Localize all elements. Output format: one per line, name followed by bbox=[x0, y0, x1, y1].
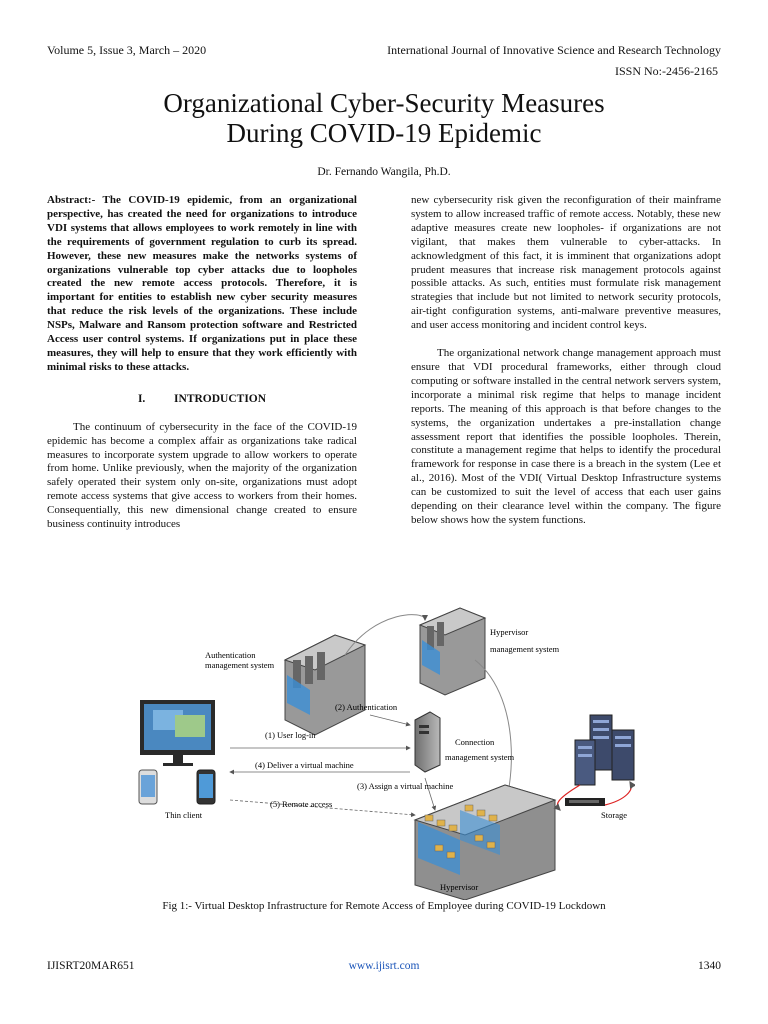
conn-mgmt-label-1: Connection bbox=[455, 737, 495, 747]
title-line-1: Organizational Cyber-Security Measures bbox=[163, 88, 605, 118]
author: Dr. Fernando Wangila, Ph.D. bbox=[317, 166, 451, 178]
connection-server-icon bbox=[415, 712, 440, 772]
authentication-server-icon bbox=[285, 635, 365, 735]
journal-name: International Journal of Innovative Science and Research Technology bbox=[387, 43, 721, 57]
hypervisor-mgmt-server-icon bbox=[420, 608, 485, 695]
step-1-label: (1) User log-in bbox=[265, 730, 316, 740]
footer-article-id: IJISRT20MAR651 bbox=[47, 960, 135, 972]
paper-title bbox=[0, 88, 768, 148]
storage-rack-icon bbox=[575, 715, 634, 785]
left-column bbox=[47, 194, 357, 532]
figure-caption: Fig 1:- Virtual Desktop Infrastructure for Remote Access of Employee during COVID-19 Lockdown bbox=[162, 900, 606, 912]
desktop-monitor-icon bbox=[140, 700, 215, 766]
abstract: Abstract:- The COVID-19 epidemic, from an organizational perspective, has created the need for organizations to introduce VDI systems that allows employees to work remotely in line with the requirements of government regulation to curb its spread. However, these new measures make the networks systems of organizations vulnerable top cyber attacks due to loopholes created the new remote access protocols. Therefore, it is important for entities to establish new cyber security measures that reduce the risk levels of the organizations. These include NSPs, Malware and Ransom protection software and Restricted Access user control systems. If organizations put in place these measures, they will help to ensure that they work efficiently with minimal risks to these attacks. bbox=[47, 194, 357, 373]
hypervisor-label: Hypervisor bbox=[440, 882, 479, 892]
network-switch-icon bbox=[565, 798, 605, 806]
step-3-label: (3) Assign a virtual machine bbox=[357, 781, 454, 791]
intro-paragraph-1: The continuum of cybersecurity in the face of the COVID-19 epidemic has become a complex affair as organizations take radical measures to incorporate system upgrade to allow workers to operate from home. Unlike previously, when the majority of the organization safely operated their system only on-site, organizations must adopt remote access systems that give access to workers from their homes. Consequentially, this new dimensional change created to ensure business continuity introduces bbox=[47, 420, 357, 531]
storage-label: Storage bbox=[601, 810, 627, 820]
issn: ISSN No:-2456-2165 bbox=[614, 64, 718, 78]
step-2-label: (2) Authentication bbox=[335, 702, 398, 712]
right-column bbox=[411, 194, 721, 528]
thin-client-label: Thin client bbox=[165, 810, 203, 820]
page-number: 1340 bbox=[698, 960, 721, 972]
conn-mgmt-label-2: management system bbox=[445, 752, 515, 762]
smartphone-icon-2 bbox=[197, 770, 215, 804]
step-4-label: (4) Deliver a virtual machine bbox=[255, 760, 354, 770]
hypervisor-server-icon bbox=[415, 785, 555, 900]
section-heading-introduction: I. INTRODUCTION bbox=[137, 392, 267, 405]
right-paragraph-2: The organizational network change management approach must ensure that VDI procedural frameworks, either through cloud computing or software installed in the central network servers system, incorporate a minimal risk regime that helps to manage incident reports. The meaning of this approach is that before changes to the systems, the organization undertakes a pre-installation change assessment report that identifies the possible loopholes. Therein, constitute a management regime that helps to identify the procedural framework for response in case there is a breach in the system (Lee et al., 2016). Most of the VDI( Virtual Desktop Infrastructure systems can be customized to suit the level of access that each user gains depending on their clearance level within the company. The figure below shows how the system functions. bbox=[411, 347, 721, 526]
vdi-figure bbox=[135, 600, 635, 900]
title-line-2: During COVID-19 Epidemic bbox=[226, 118, 542, 148]
footer-website-link[interactable]: www.ijisrt.com bbox=[348, 960, 420, 972]
step-5-label: (5) Remote access bbox=[270, 799, 333, 809]
vdi-diagram bbox=[135, 600, 635, 900]
auth-mgmt-label-2: management system bbox=[205, 660, 275, 670]
hypervisor-mgmt-label-2: management system bbox=[490, 644, 560, 654]
hypervisor-mgmt-label-1: Hypervisor bbox=[490, 627, 529, 637]
smartphone-icon bbox=[139, 770, 157, 804]
journal-volume: Volume 5, Issue 3, March – 2020 bbox=[47, 43, 207, 57]
auth-mgmt-label-1: Authentication bbox=[205, 650, 256, 660]
right-paragraph-1: new cybersecurity risk given the reconfiguration of their mainframe system to allow increased traffic of remote access. Notably, these new adaptive measures create new loopholes- if organizations are not vigilant, that makes them vulnerable to cyber-attacks. In acknowledgment of this fact, it is imminent that organizations adopt prudent measures that increase risk management protocols against possible attacks. As such, entities must formulate risk management strategies that include but not limited to network security protocols, air-tight configuration systems, anti-malware preventive measures, and user access monitoring and incident control keys. bbox=[411, 194, 721, 332]
